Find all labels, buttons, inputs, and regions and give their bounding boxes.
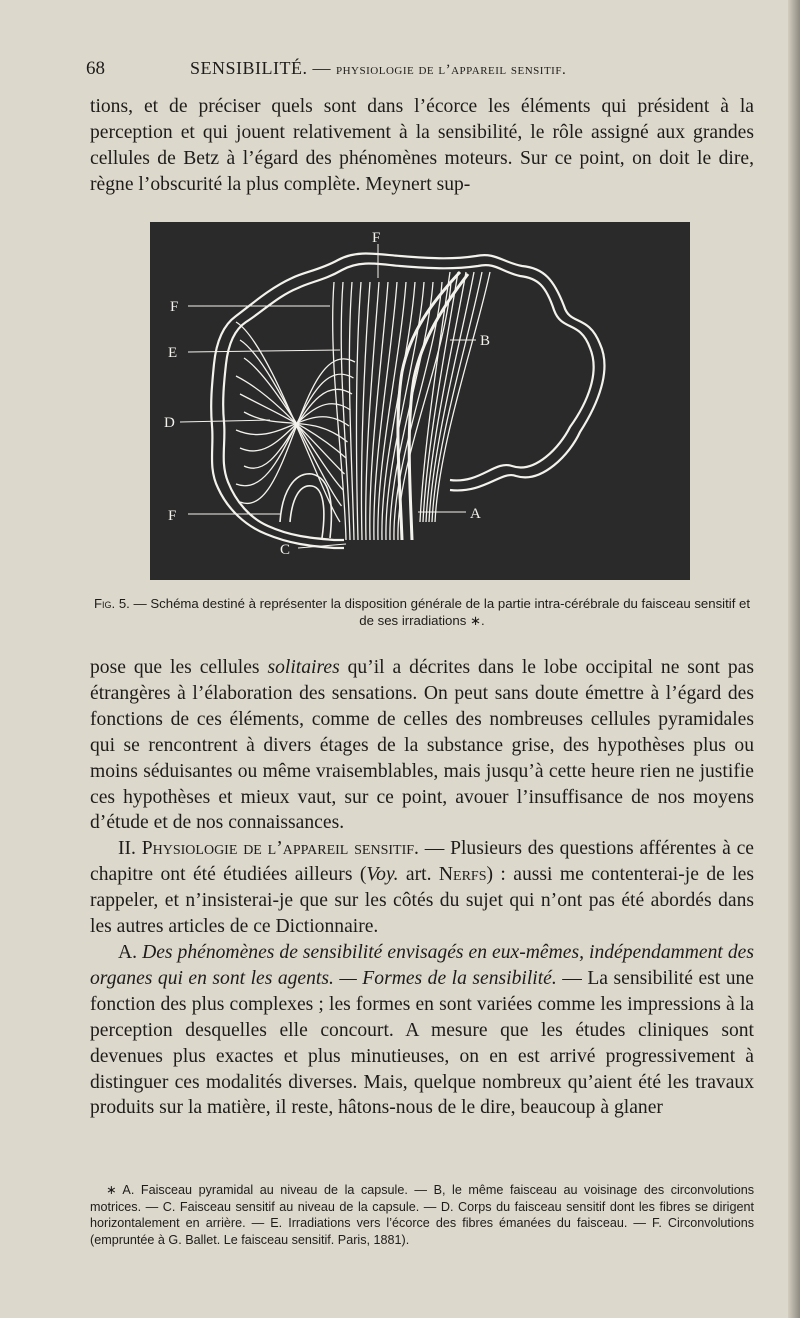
label-f-left: F xyxy=(170,299,179,315)
vertical-fiber xyxy=(341,282,350,540)
section-ii-text-after: ) : aussi me contenterai-je de les rappeler, et n’insisterai-je que sur les côtés du sujet qui n’ont pas été abordés dans les autres articles de ce Dictionnaire. xyxy=(90,864,754,938)
pat-emphasis: solitaires xyxy=(267,657,340,678)
page-number: 68 xyxy=(86,58,105,79)
running-head xyxy=(86,58,754,88)
figure-caption xyxy=(90,595,754,629)
paragraph-after-figure xyxy=(90,655,754,836)
section-a-text: — La sensibilité est une fonction des plus complexes ; les formes en sont variées comme les impressions à la perception desquelles elle concourt. A mesure que les études cliniques sont devenues plus exactes et plus minutieuses, on en est arrivé progressivement à distinguer ces modalités diverses. Mais, quelque nombreux qu’aient été les travaux produits sur la matière, il reste, hâtons-nous de le dire, beaucoup à glaner xyxy=(90,967,754,1119)
running-title-sub: physiologie de l’appareil sensitif. xyxy=(336,62,567,78)
section-ii-art: art. xyxy=(398,864,439,886)
section-a-heading: Des phénomènes de sensibilité envisagés en eux-mêmes, indépendamment des organes qui en sont les agents. — Formes de la sensibilité. xyxy=(90,941,754,989)
pyramidal-bundle xyxy=(398,272,468,540)
vertical-fiber xyxy=(374,282,397,540)
section-ii-text-before: — Plusieurs des questions afférentes à ce chapitre ont été étudiées ailleurs ( xyxy=(90,838,754,886)
figure-labels xyxy=(164,230,490,558)
arching-fiber xyxy=(236,322,340,522)
running-title-main: SENSIBILITÉ. xyxy=(190,58,308,78)
label-b: B xyxy=(480,333,491,349)
running-title-separator: — xyxy=(307,58,336,78)
figure-5 xyxy=(150,222,690,580)
caption-label: Fig. 5. — xyxy=(93,596,151,611)
label-c: C xyxy=(280,542,291,558)
footnote-figure-5: ∗ A. Faisceau pyramidal au niveau de la capsule. — B, le même faisceau au voisinage des circonvolutions motrices. — C. Faisceau sensitif au niveau de la capsule. — D. Corps du faisceau sensitif dont les fibres se dirigent horizontalement en arrière. — E. Irradiations vers l’écorce des fibres émanées du faisceau. — F. Circonvolutions (empruntée à G. Ballet. Le faisceau sensitif. Paris, 1881). xyxy=(90,1183,754,1247)
section-ii-voy: Voy. xyxy=(366,864,399,886)
section-ii-heading: II. Physiologie de l’appareil sensitif. xyxy=(118,838,419,860)
label-e: E xyxy=(168,345,178,361)
section-ii-paragraph xyxy=(90,836,754,940)
body-text-top xyxy=(90,94,754,198)
label-f-top: F xyxy=(372,230,381,246)
footnotes xyxy=(90,1182,754,1248)
section-a-label: A. xyxy=(118,941,143,963)
paragraph-top: tions, et de préciser quels sont dans l’écorce les éléments qui président à la perception et qui jouent relativement à la sensibilité, le rôle assigné aux grandes cellules de Betz à l’égard des phénomènes moteurs. Sur ce point, on doit le dire, règne l’obscurité la plus complète. Meynert sup- xyxy=(90,96,754,195)
caption-text: Schéma destiné à représenter la disposition générale de la partie intra-cérébrale du faisceau sensitif et de ses irradiations ∗. xyxy=(150,596,751,628)
section-a-paragraph xyxy=(90,940,754,1121)
capsule-fold xyxy=(280,474,331,538)
section-ii-nerfs: Nerfs xyxy=(438,864,487,886)
cortex-contour xyxy=(211,254,604,549)
label-f-bottom: F xyxy=(168,508,177,524)
vertical-fiber xyxy=(349,282,354,540)
label-d: D xyxy=(164,415,175,431)
sensory-fibers xyxy=(236,272,490,540)
pat-after: qu’il a décrites dans le lobe occipital ne sont pas étrangères à l’élaboration des sensations. On peut sans doute émettre à l’égard des fonctions de ces éléments, comme de celles des nombreuses cellules pyramidales qui se rencontrent à divers étages de la substance grise, des hypothèses plus ou moins séduisantes ou même vraisemblables, mais jusqu’à cette heure rien ne justifie ces hypothèses et mieux vaut, sur ce point, avouer l’insuffisance de nos moyens d’étude et de nos connaissances. xyxy=(90,657,754,834)
pat-before: pose que les cellules xyxy=(90,657,268,678)
label-a: A xyxy=(470,506,481,522)
body-text-bottom xyxy=(90,655,754,1121)
vertical-fiber xyxy=(356,282,361,540)
page-edge-shadow xyxy=(788,0,800,1318)
running-title xyxy=(190,58,566,79)
brain-schematic xyxy=(150,222,690,580)
